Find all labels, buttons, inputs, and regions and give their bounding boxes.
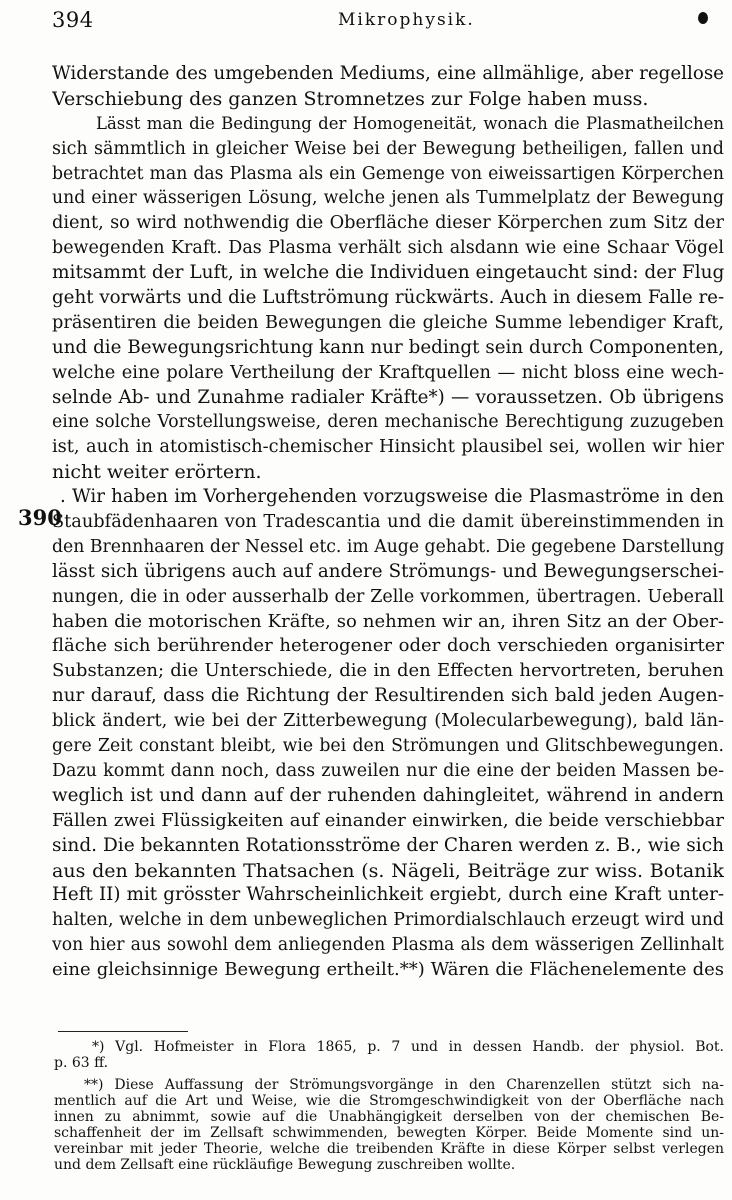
text-line: eine solche Vorstellungsweise, deren mechanische Berechtigung zuzugeben [52, 412, 724, 433]
text-line: geht vorwärts und die Luftströmung rückwärts. Auch in diesem Falle re- [52, 287, 724, 309]
footnote-line: **) Diese Auffassung der Strömungsvorgänge in den Charenzellen stützt sich na- [84, 1077, 724, 1093]
text-line: eine gleichsinnige Bewegung ertheilt.**) Wären die Flächenelemente des [52, 959, 724, 981]
text-line: ist, auch in atomistisch-chemischer Hinsicht plausibel sei, wollen wir hier [52, 437, 724, 458]
text-line: von hier aus sowohl dem anliegenden Plasma als dem wässerigen Zellinhalt [52, 935, 724, 956]
footnote-rule [58, 1031, 188, 1032]
text-line: Substanzen; die Unterschiede, die in den Effecten hervortreten, beruhen [52, 660, 724, 682]
text-line: Staubfädenhaaren von Tradescantia und die damit übereinstimmenden in [52, 512, 724, 533]
footnotes [54, 1039, 724, 1173]
footnote-line: vereinbar mit jeder Theorie, welche die treibenden Kräfte in diese Körper selbst verlegen [54, 1141, 724, 1157]
text-line: betrachtet man das Plasma als ein Gemenge von eiweissartigen Körperchen [52, 163, 724, 184]
text-line: sind. Die bekannten Rotationsströme der Charen werden z. B., wie sich [52, 834, 724, 856]
footnote-line: p. 63 ff. [54, 1055, 109, 1071]
text-line: halten, welche in dem unbeweglichen Primordialschlauch erzeugt wird und [52, 910, 724, 931]
text-line: fläche sich berührender heterogener oder doch verschieden organisirter [52, 635, 724, 657]
text-line: präsentiren die beiden Bewegungen die gleiche Summe lebendiger Kraft, [52, 312, 724, 333]
text-line: selnde Ab- und Zunahme radialer Kräfte*) — voraussetzen. Ob übrigens [52, 386, 724, 408]
paragraph-number: 390 [18, 505, 62, 530]
text-line: lässt sich übrigens auch auf andere Strömungs- und Bewegungserschei- [52, 560, 724, 582]
text-line: haben die motorischen Kräfte, so nehmen wir an, ihren Sitz an der Ober- [52, 610, 724, 632]
text-line: Widerstande des umgebenden Mediums, eine allmählige, aber regellose [52, 63, 724, 84]
text-line: . Wir haben im Vorhergehenden vorzugsweise die Plasmaströme in den [60, 486, 724, 508]
text-line: und einer wässerigen Lösung, welche jenen als Tummelplatz der Bewegung [52, 188, 724, 209]
text-line: nicht weiter erörtern. [52, 461, 262, 484]
text-line: nur darauf, dass die Richtung der Resultirenden sich bald jeden Augen- [52, 685, 724, 707]
text-line: den Brennhaaren der Nessel etc. im Auge gehabt. Die gegebene Darstellung [52, 536, 724, 557]
text-line: blick ändert, wie bei der Zitterbewegung (Molecularbewegung), bald län- [52, 711, 724, 732]
text-line: bewegenden Kraft. Das Plasma verhält sich alsdann wie eine Schaar Vögel [52, 238, 724, 259]
text-line: nungen, die in oder ausserhalb der Zelle vorkommen, übertragen. Ueberall [52, 586, 724, 607]
text-line: Lässt man die Bedingung der Homogeneität, wonach die Plasmatheilchen [96, 113, 724, 133]
text-line: aus den bekannten Thatsachen (s. Nägeli, Beiträge zur wiss. Botanik [52, 859, 724, 882]
footnote-line: schaffenheit der im Zellsaft schwimmenden, bewegten Körper. Beide Momente sind un- [54, 1125, 724, 1141]
footnote-line: innen zu abnimmt, sowie auf die Unabhängigkeit derselben von der chemischen Be- [54, 1109, 724, 1125]
body-text [52, 62, 724, 983]
text-line: mitsammt der Luft, in welche die Individuen eingetaucht sind: der Flug [52, 262, 724, 284]
text-line: Dazu kommt dann noch, dass zuweilen nur die eine der beiden Massen be- [52, 760, 724, 781]
page-number: 394 [52, 8, 94, 32]
ink-dot [698, 12, 708, 24]
text-line: Fällen zwei Flüssigkeiten auf einander einwirken, die beide verschiebbar [52, 809, 724, 831]
page-header [52, 8, 714, 38]
text-line: weglich ist und dann auf der ruhenden dahingleitet, während in andern [52, 784, 724, 806]
running-title: Mikrophysik. [338, 10, 475, 30]
text-line: Heft II) mit grösster Wahrscheinlichkeit ergiebt, durch eine Kraft unter- [52, 884, 724, 906]
text-line: dient, so wird nothwendig die Oberfläche dieser Körperchen zum Sitz der [52, 213, 724, 234]
text-line: und die Bewegungsrichtung kann nur bedingt sein durch Componenten, [52, 336, 724, 358]
text-line: gere Zeit constant bleibt, wie bei den Strömungen und Glitschbewegungen. [52, 736, 724, 757]
text-line: sich sämmtlich in gleicher Weise bei der Bewegung betheiligen, fallen und [52, 138, 724, 159]
footnote-line: und dem Zellsaft eine rückläufige Bewegung zuschreiben wollte. [54, 1157, 516, 1173]
footnote-line: *) Vgl. Hofmeister in Flora 1865, p. 7 und in dessen Handb. der physiol. Bot. [92, 1039, 724, 1055]
text-line: welche eine polare Vertheilung der Kraftquellen — nicht bloss eine wech- [52, 362, 724, 383]
text-line: Verschiebung des ganzen Stromnetzes zur Folge haben muss. [52, 87, 649, 110]
footnote-line: mentlich auf die Art und Weise, wie die Stromgeschwindigkeit von der Oberfläche nach [54, 1093, 724, 1109]
